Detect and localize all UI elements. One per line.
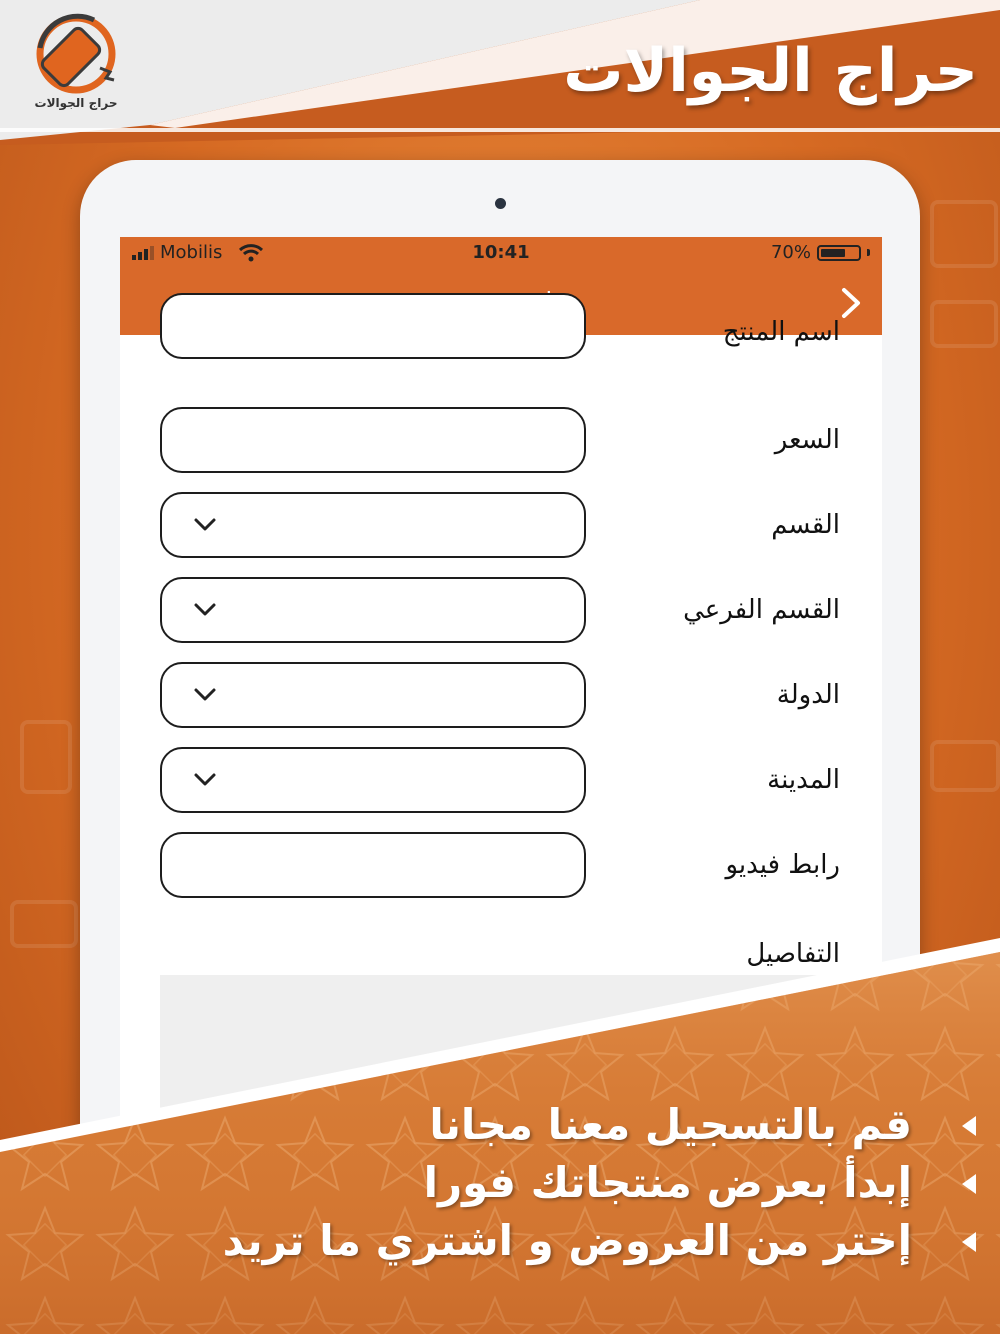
price-input[interactable] (162, 409, 584, 471)
category-row (120, 492, 882, 562)
category-label: القسم (771, 510, 840, 540)
battery-icon (817, 245, 861, 261)
battery-percent: 70% (770, 242, 811, 263)
product-name-row (120, 293, 882, 363)
city-label: المدينة (767, 765, 840, 795)
video-url-input[interactable] (162, 834, 584, 896)
subcategory-select[interactable] (160, 577, 586, 643)
chevron-down-icon (192, 516, 218, 534)
battery-status (771, 242, 870, 263)
triangle-bullet-icon (962, 1116, 976, 1136)
feature-item (223, 1096, 912, 1154)
subcategory-label: القسم الفرعي (683, 595, 840, 625)
status-bar (120, 237, 882, 271)
product-name-field[interactable] (160, 293, 586, 359)
status-time: 10:41 (472, 242, 530, 263)
app-title: حراج الجوالات (563, 36, 978, 106)
feature-item (223, 1154, 912, 1212)
battery-tip (867, 249, 870, 256)
chevron-down-icon (192, 601, 218, 619)
product-name-input[interactable] (162, 295, 584, 357)
video-url-field[interactable] (160, 832, 586, 898)
price-label: السعر (774, 425, 840, 455)
country-label: الدولة (776, 680, 840, 710)
triangle-bullet-icon (962, 1232, 976, 1252)
country-select[interactable] (160, 662, 586, 728)
feature-item (223, 1212, 912, 1270)
product-name-label: اسم المنتج (722, 317, 840, 347)
top-banner (0, 0, 1000, 150)
category-select[interactable] (160, 492, 586, 558)
city-select[interactable] (160, 747, 586, 813)
feature-text: قم بالتسجيل معنا مجانا (429, 1100, 912, 1149)
country-row (120, 662, 882, 732)
triangle-bullet-icon (962, 1174, 976, 1194)
laptop-outline-decoration (930, 300, 998, 348)
carrier-name: Mobilis (160, 242, 223, 263)
logo-caption: حراج الجوالات (34, 96, 118, 110)
laptop-outline-decoration (930, 740, 1000, 792)
phone-outline-decoration (20, 720, 72, 794)
city-row (120, 747, 882, 817)
tablet-camera (495, 198, 506, 209)
details-label: التفاصيل (746, 939, 840, 969)
feature-text: إختر من العروض و اشتري ما تريد (222, 1216, 912, 1265)
price-field[interactable] (160, 407, 586, 473)
phone-outline-decoration (930, 200, 998, 268)
subcategory-row (120, 577, 882, 647)
price-row (120, 407, 882, 477)
video-label: رابط فيديو (725, 850, 840, 880)
video-row (120, 832, 882, 902)
chevron-down-icon (192, 686, 218, 704)
feature-list (223, 1096, 912, 1270)
feature-text: إبدأ بعرض منتجاتك فورا (423, 1158, 912, 1207)
chevron-down-icon (192, 771, 218, 789)
